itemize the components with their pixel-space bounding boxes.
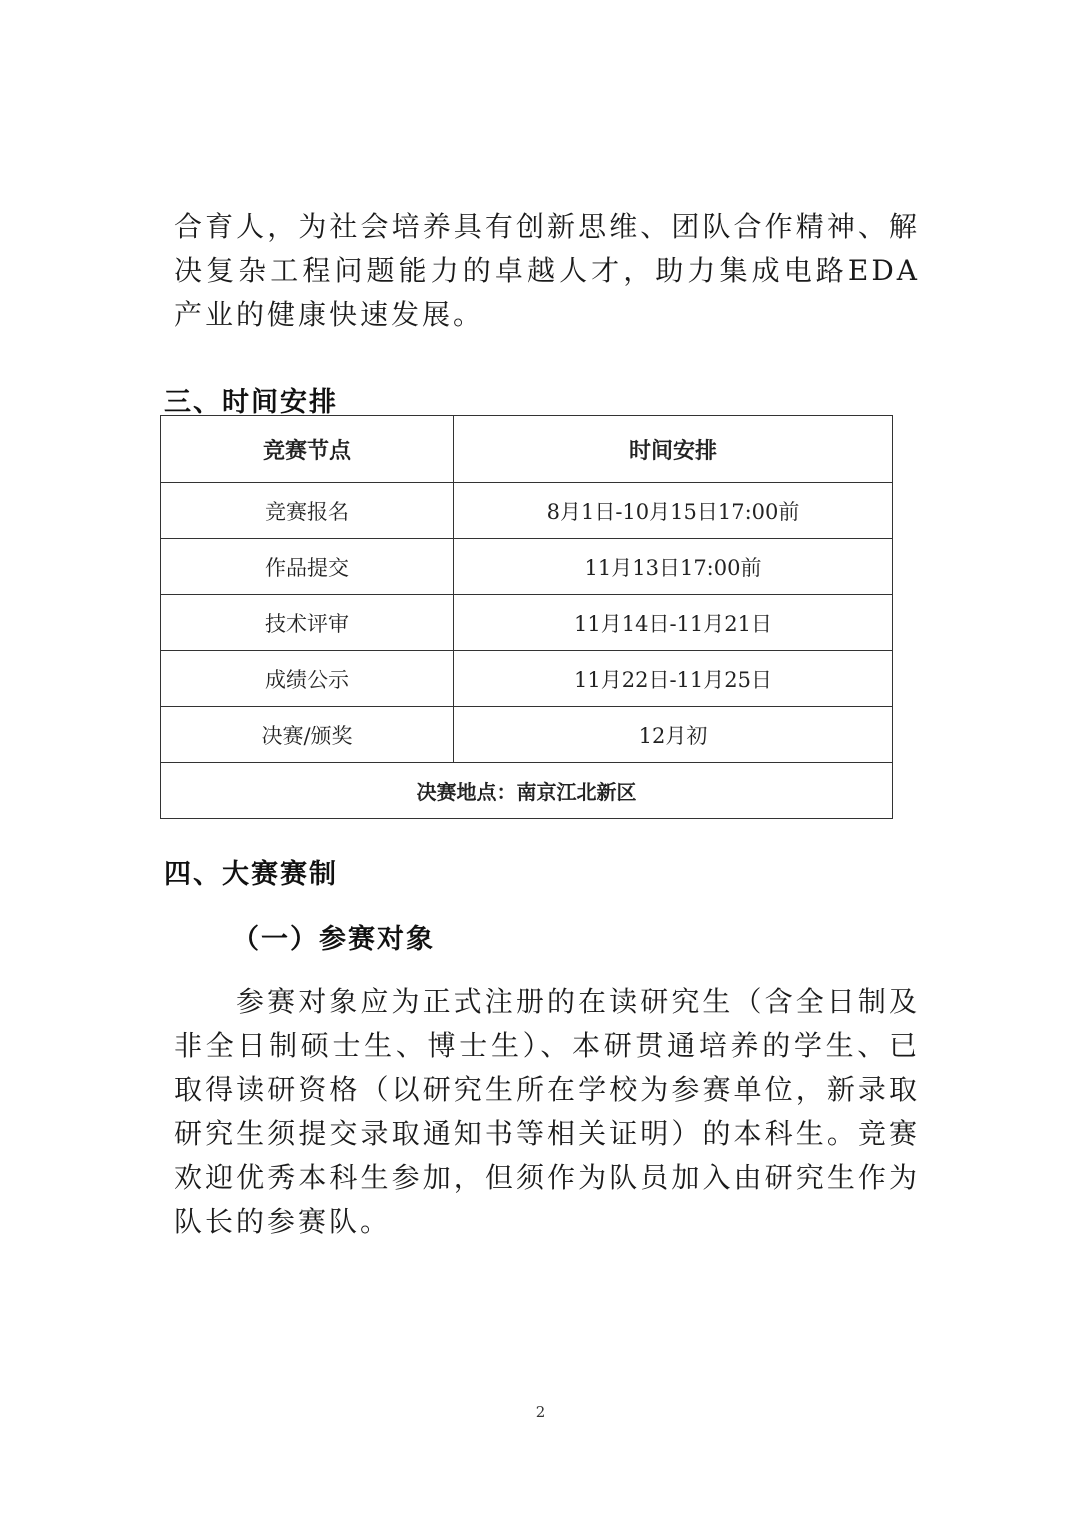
stage-cell: 作品提交	[161, 539, 454, 595]
eligibility-paragraph: 参赛对象应为正式注册的在读研究生（含全日制及非全日制硕士生、博士生）、本研贯通培养的学生、已取得读研资格（以研究生所在学校为参赛单位，新录取研究生须提交录取通知书等相关证明）的本科生。竞赛欢迎优秀本科生参加，但须作为队员加入由研究生作为队长的参赛队。	[174, 985, 920, 1238]
stage-cell: 成绩公示	[161, 651, 454, 707]
intro-paragraph: 合育人，为社会培养具有创新思维、团队合作精神、解决复杂工程问题能力的卓越人才，助力集成电路EDA产业的健康快速发展。	[174, 210, 920, 331]
header-cell-stage: 竞赛节点	[161, 416, 454, 483]
time-cell: 11月22日-11月25日	[454, 651, 893, 707]
table-row	[161, 539, 893, 595]
table-footer-row	[161, 763, 893, 819]
stage-cell: 竞赛报名	[161, 483, 454, 539]
section-4-heading: 四、大赛赛制	[164, 859, 338, 890]
time-cell: 11月14日-11月21日	[454, 595, 893, 651]
table-row	[161, 651, 893, 707]
table-row	[161, 707, 893, 763]
schedule-table	[160, 415, 893, 819]
section-3-heading: 三、时间安排	[164, 387, 338, 418]
table-row	[161, 483, 893, 539]
time-cell: 12月初	[454, 707, 893, 763]
table-row	[161, 595, 893, 651]
stage-cell: 决赛/颁奖	[161, 707, 454, 763]
section-4-1-subheading: （一）参赛对象	[232, 924, 435, 955]
time-cell: 11月13日17:00前	[454, 539, 893, 595]
time-cell: 8月1日-10月15日17:00前	[454, 483, 893, 539]
stage-cell: 技术评审	[161, 595, 454, 651]
header-cell-time: 时间安排	[454, 416, 893, 483]
final-venue-cell: 决赛地点：南京江北新区	[161, 763, 893, 819]
page-number: 2	[535, 1403, 546, 1421]
table-header-row	[161, 416, 893, 483]
